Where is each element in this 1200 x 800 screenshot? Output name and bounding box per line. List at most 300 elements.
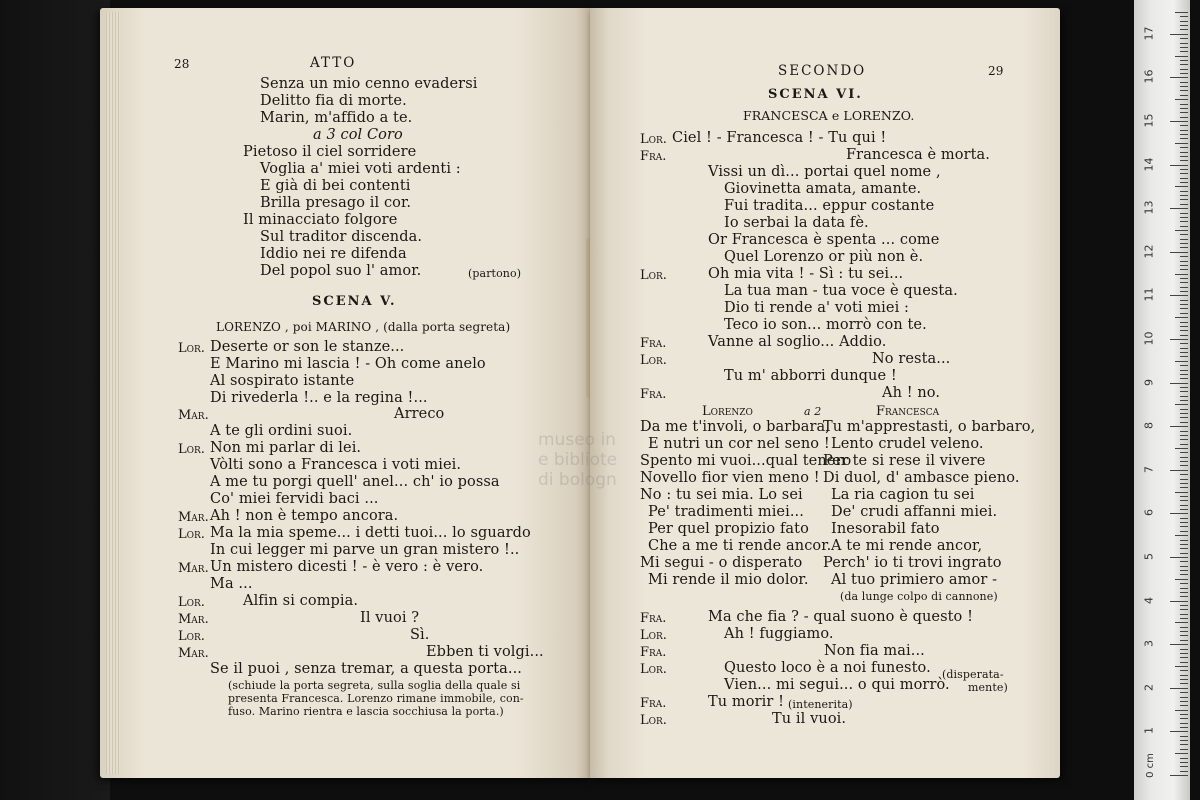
speaker-label: Lor. — [178, 442, 205, 457]
running-header-right: SECONDO — [778, 63, 867, 79]
ruler-tick — [1180, 112, 1188, 113]
ruler-tick — [1180, 282, 1188, 283]
dialogue-line: Questo loco è a noi funesto. — [724, 660, 931, 676]
ruler-tick — [1170, 688, 1188, 689]
ruler-number: 1 — [1142, 727, 1156, 735]
ruler-tick — [1175, 274, 1188, 275]
ruler-tick — [1180, 134, 1188, 135]
ruler-tick — [1180, 474, 1188, 475]
ruler-tick — [1180, 540, 1188, 541]
stage-direction-intenerita: (intenerita) — [788, 698, 853, 711]
stage-direction-disperatamente: mente) — [968, 681, 1008, 694]
ruler-tick — [1180, 213, 1188, 214]
ruler-tick — [1180, 749, 1188, 750]
ruler-number: 10 — [1142, 331, 1156, 346]
ruler-number: 14 — [1142, 157, 1156, 172]
duet-line: No : tu sei mia. Lo sei — [640, 487, 803, 503]
ruler-tick — [1180, 365, 1188, 366]
dialogue-line: Ma che fia ? - qual suono è questo ! — [708, 609, 974, 625]
ruler-tick — [1180, 313, 1188, 314]
ruler-tick — [1170, 165, 1188, 166]
dialogue-line: Io serbai la data fè. — [724, 215, 869, 231]
ruler-tick — [1175, 666, 1188, 667]
ruler-tick — [1180, 627, 1188, 628]
ruler-tick — [1180, 553, 1188, 554]
ruler-tick — [1170, 383, 1188, 384]
ruler-number: 2 — [1142, 683, 1156, 691]
duet-line: Perch' io ti trovi ingrato — [823, 555, 1002, 571]
duet-head-lorenzo: Lorenzo — [702, 404, 753, 419]
ruler-tick — [1175, 448, 1188, 449]
ruler-tick — [1180, 95, 1188, 96]
ruler-tick — [1170, 121, 1188, 122]
ruler-tick — [1180, 217, 1188, 218]
ruler-tick — [1180, 649, 1188, 650]
ruler-tick — [1180, 117, 1188, 118]
ruler-tick — [1180, 378, 1188, 379]
ruler-tick — [1180, 614, 1188, 615]
dialogue-line: Ma ... — [210, 576, 253, 592]
dialogue-line: Un mistero dicesti ! - è vero : è vero. — [210, 559, 484, 575]
speaker-label: Lor. — [178, 527, 205, 542]
verse-line: Marin, m'affido a te. — [260, 110, 413, 126]
ruler-tick — [1180, 452, 1188, 453]
speaker-label: Lor. — [640, 628, 667, 643]
ruler-tick — [1180, 736, 1188, 737]
ruler-tick — [1180, 160, 1188, 161]
ruler-tick — [1180, 38, 1188, 39]
ruler-number: 5 — [1142, 553, 1156, 560]
ruler-tick — [1180, 500, 1188, 501]
ruler-tick — [1180, 173, 1188, 174]
dialogue-line: Alfin si compia. — [243, 593, 359, 609]
ruler-tick — [1180, 526, 1188, 527]
ruler-tick — [1180, 675, 1188, 676]
dialogue-line: Co' miei fervidi baci ... — [210, 491, 379, 507]
stage-direction-line: fuso. Marino rientra e lascia socchiusa la porta.) — [228, 705, 504, 718]
ruler-tick — [1175, 361, 1188, 362]
ruler-tick — [1180, 417, 1188, 418]
verse-line: Senza un mio cenno evadersi — [260, 76, 478, 92]
ruler-tick — [1180, 631, 1188, 632]
ruler-tick — [1175, 186, 1188, 187]
ruler-tick — [1180, 243, 1188, 244]
ruler-tick — [1180, 221, 1188, 222]
ruler-tick — [1180, 73, 1188, 74]
speaker-label: Mar. — [178, 561, 209, 576]
ruler-tick — [1180, 43, 1188, 44]
dialogue-line: Deserte or son le stanze... — [210, 339, 405, 355]
ruler-tick — [1180, 618, 1188, 619]
ruler-tick — [1180, 771, 1188, 772]
dialogue-line: Tu il vuoi. — [772, 711, 847, 727]
ruler-tick — [1180, 409, 1188, 410]
watermark — [538, 430, 617, 490]
dialogue-line: Ah ! no. — [882, 385, 941, 401]
ruler-tick — [1180, 152, 1188, 153]
ruler-tick — [1180, 178, 1188, 179]
ruler-tick — [1170, 252, 1188, 253]
ruler-tick — [1180, 479, 1188, 480]
ruler-tick — [1180, 457, 1188, 458]
ruler-tick — [1180, 670, 1188, 671]
dialogue-line: No resta... — [872, 351, 951, 367]
speaker-label: Lor. — [640, 268, 667, 283]
ruler-tick — [1180, 531, 1188, 532]
ruler-tick — [1180, 435, 1188, 436]
dialogue-line: Vissi un dì... portai quel nome , — [708, 164, 941, 180]
ruler-number: 17 — [1142, 26, 1156, 41]
ruler-tick — [1180, 396, 1188, 397]
watermark-line: e bibliote — [538, 450, 618, 470]
dialogue-line: Oh mia vita ! - Sì : tu sei... — [708, 266, 904, 282]
ruler-tick — [1180, 82, 1188, 83]
verse-line: Brilla presago il cor. — [260, 195, 412, 211]
ruler-tick — [1180, 635, 1188, 636]
ruler-tick — [1170, 731, 1188, 732]
duet-line: Di duol, d' ambasce pieno. — [823, 470, 1020, 486]
background-left — [0, 0, 110, 800]
ruler-tick — [1180, 322, 1188, 323]
stage-direction-disperatamente: (disperata- — [942, 668, 1004, 681]
duet-line: Tu m'apprestasti, o barbaro, — [823, 419, 1036, 435]
duet-line: Per te si rese il vivere — [823, 453, 986, 469]
ruler-tick — [1180, 766, 1188, 767]
verse-line: Pietoso il ciel sorridere — [243, 144, 417, 160]
dialogue-line: La tua man - tua voce è questa. — [724, 283, 958, 299]
ruler-tick — [1180, 374, 1188, 375]
page-number-right: 29 — [988, 64, 1004, 78]
ruler-tick — [1180, 343, 1188, 344]
speaker-label: Lor. — [178, 595, 205, 610]
ruler-tick — [1180, 29, 1188, 30]
ruler-tick — [1180, 261, 1188, 262]
dialogue-line: Giovinetta amata, amante. — [724, 181, 922, 197]
ruler-number: 9 — [1142, 378, 1156, 386]
speaker-label: Fra. — [640, 336, 667, 351]
ruler-tick — [1180, 762, 1188, 763]
ruler-tick — [1175, 622, 1188, 623]
dialogue-line: Il vuoi ? — [360, 610, 420, 626]
ruler-tick — [1180, 326, 1188, 327]
ruler-tick — [1180, 234, 1188, 235]
ruler-tick — [1180, 640, 1188, 641]
duet-line: Da me t'involi, o barbara, — [640, 419, 830, 435]
ruler-tick — [1180, 25, 1188, 26]
dialogue-line: Ah ! fuggiamo. — [724, 626, 834, 642]
measuring-ruler — [1134, 0, 1190, 800]
ruler-tick — [1180, 247, 1188, 248]
verse-line: Voglia a' miei voti ardenti : — [260, 161, 461, 177]
ruler-tick — [1175, 404, 1188, 405]
dialogue-line: Vòlti sono a Francesca i voti miei. — [210, 457, 462, 473]
ruler-tick — [1175, 317, 1188, 318]
ruler-tick — [1180, 740, 1188, 741]
ruler-tick — [1180, 125, 1188, 126]
speaker-label: Lor. — [640, 132, 667, 147]
duet-line: A te mi rende ancor, — [831, 538, 983, 554]
ruler-tick — [1180, 269, 1188, 270]
ruler-tick — [1170, 77, 1188, 78]
ruler-tick — [1180, 727, 1188, 728]
ruler-tick — [1180, 548, 1188, 549]
dialogue-line: In cui legger mi parve un gran mistero !.. — [210, 542, 520, 558]
ruler-tick — [1180, 657, 1188, 658]
ruler-tick — [1180, 697, 1188, 698]
dialogue-line: A te gli ordini suoi. — [210, 423, 353, 439]
ruler-tick — [1180, 204, 1188, 205]
running-header-left: ATTO — [310, 55, 357, 71]
ruler-tick — [1180, 138, 1188, 139]
dialogue-line: Ebben ti volgi... — [426, 644, 544, 660]
ruler-tick — [1180, 439, 1188, 440]
ruler-tick — [1170, 513, 1188, 514]
ruler-tick — [1180, 300, 1188, 301]
ruler-tick — [1180, 483, 1188, 484]
ruler-tick — [1180, 465, 1188, 466]
ruler-number: 8 — [1142, 422, 1156, 430]
ruler-tick — [1180, 653, 1188, 654]
ruler-number: 13 — [1142, 200, 1156, 215]
ruler-tick — [1180, 431, 1188, 432]
stage-direction-line: presenta Francesca. Lorenzo rimane immobile, con- — [228, 692, 524, 705]
ruler-number: 12 — [1142, 244, 1156, 259]
ruler-tick — [1180, 226, 1188, 227]
ruler-unit: 0 cm — [1144, 753, 1156, 778]
speaker-label: Fra. — [640, 387, 667, 402]
dialogue-line: Or Francesca è spenta ... come — [708, 232, 940, 248]
ruler-tick — [1180, 413, 1188, 414]
ruler-tick — [1170, 601, 1188, 602]
ruler-tick — [1180, 574, 1188, 575]
dialogue-line: Dio ti rende a' voti miei : — [724, 300, 910, 316]
scene-heading: SCENA V. — [312, 294, 397, 309]
dialogue-line: Tu m' abborri dunque ! — [724, 368, 897, 384]
dialogue-line: Quel Lorenzo or più non è. — [724, 249, 924, 265]
duet-line: De' crudi affanni miei. — [831, 504, 998, 520]
page-edges — [106, 12, 120, 774]
speaker-label: Lor. — [640, 662, 667, 677]
dialogue-line: A me tu porgi quell' anel... ch' io possa — [210, 474, 500, 490]
ruler-tick — [1180, 400, 1188, 401]
scene-heading: SCENA VI. — [768, 87, 863, 102]
ruler-tick — [1180, 505, 1188, 506]
ruler-tick — [1180, 21, 1188, 22]
ruler-tick — [1175, 579, 1188, 580]
ruler-number: 16 — [1142, 69, 1156, 84]
ruler-tick — [1180, 544, 1188, 545]
ruler-tick — [1180, 330, 1188, 331]
dialogue-line: Di rivederla !.. e la regina !... — [210, 390, 428, 406]
duet-line: Che a me ti rende ancor. — [648, 538, 832, 554]
duet-line: E nutri un cor nel seno ! — [648, 436, 830, 452]
ruler-tick — [1180, 570, 1188, 571]
ruler-tick — [1180, 605, 1188, 606]
ruler-tick — [1180, 256, 1188, 257]
ruler-tick — [1180, 566, 1188, 567]
ruler-tick — [1170, 644, 1188, 645]
right-page — [590, 8, 1060, 778]
ruler-tick — [1180, 352, 1188, 353]
ruler-tick — [1180, 692, 1188, 693]
duet-line: Mi segui - o disperato — [640, 555, 803, 571]
ruler-tick — [1170, 34, 1188, 35]
ruler-number: 7 — [1142, 465, 1156, 473]
ruler-tick — [1180, 509, 1188, 510]
ruler-tick — [1180, 683, 1188, 684]
ruler-number: 4 — [1142, 596, 1156, 604]
ruler-tick — [1180, 16, 1188, 17]
speaker-label: Mar. — [178, 408, 209, 423]
verse-line: Sul traditor discenda. — [260, 229, 423, 245]
dialogue-line: Al sospirato istante — [210, 373, 355, 389]
ruler-tick — [1180, 714, 1188, 715]
ruler-tick — [1180, 391, 1188, 392]
ruler-tick — [1170, 295, 1188, 296]
dialogue-line: Ciel ! - Francesca ! - Tu qui ! — [672, 130, 887, 146]
ruler-tick — [1180, 291, 1188, 292]
dialogue-line: Se il puoi , senza tremar, a questa porta... — [210, 661, 522, 677]
ruler-tick — [1180, 169, 1188, 170]
dialogue-line: E Marino mi lascia ! - Oh come anelo — [210, 356, 486, 372]
ruler-tick — [1180, 265, 1188, 266]
ruler-tick — [1180, 609, 1188, 610]
ruler-tick — [1180, 518, 1188, 519]
ruler-tick — [1180, 130, 1188, 131]
dialogue-line: Sì. — [410, 627, 430, 643]
ruler-tick — [1180, 86, 1188, 87]
scene-characters: FRANCESCA e LORENZO. — [743, 108, 915, 123]
ruler-tick — [1170, 426, 1188, 427]
dialogue-line: Non mi parlar di lei. — [210, 440, 362, 456]
ruler-tick — [1180, 461, 1188, 462]
watermark-line: di bologn — [538, 470, 617, 490]
ruler-number: 3 — [1142, 640, 1156, 648]
ruler-tick — [1180, 147, 1188, 148]
ruler-tick — [1180, 191, 1188, 192]
ruler-tick — [1180, 308, 1188, 309]
speaker-label: Fra. — [640, 149, 667, 164]
ruler-tick — [1170, 339, 1188, 340]
ruler-tick — [1180, 182, 1188, 183]
speaker-label: Fra. — [640, 611, 667, 626]
duet-line: Mi rende il mio dolor. — [648, 572, 809, 588]
ruler-tick — [1180, 356, 1188, 357]
dialogue-line: Vien... mi segui... o qui morrò. — [724, 677, 950, 693]
ruler-tick — [1180, 370, 1188, 371]
ruler-tick — [1180, 64, 1188, 65]
page-number-left: 28 — [174, 57, 190, 71]
ruler-tick — [1170, 775, 1188, 776]
ruler-number: 11 — [1142, 287, 1156, 302]
verse-line: Iddio nei re difenda — [260, 246, 407, 262]
duet-line: Spento mi vuoi...qual tenero — [640, 453, 852, 469]
stage-direction-line: (schiude la porta segreta, sulla soglia della quale si — [228, 679, 521, 692]
dialogue-line: Non fia mai... — [824, 643, 925, 659]
verse-line: Il minacciato folgore — [243, 212, 398, 228]
ruler-tick — [1180, 705, 1188, 706]
ruler-tick — [1175, 492, 1188, 493]
ruler-tick — [1180, 522, 1188, 523]
ruler-tick — [1180, 108, 1188, 109]
speaker-label: Mar. — [178, 646, 209, 661]
duet-line: Novello fior vien meno ! — [640, 470, 820, 486]
left-page — [100, 8, 590, 778]
dialogue-line: Ma la mia speme... i detti tuoi... lo sguardo — [210, 525, 531, 541]
ruler-tick — [1180, 69, 1188, 70]
ruler-tick — [1175, 143, 1188, 144]
ruler-tick — [1180, 387, 1188, 388]
ruler-number: 15 — [1142, 113, 1156, 128]
ruler-tick — [1180, 278, 1188, 279]
ruler-tick — [1180, 592, 1188, 593]
ruler-tick — [1175, 535, 1188, 536]
verse-line: Del popol suo l' amor. — [260, 263, 422, 279]
ruler-tick — [1180, 60, 1188, 61]
verse-line: E già di bei contenti — [260, 178, 411, 194]
ruler-tick — [1180, 758, 1188, 759]
ruler-tick — [1175, 230, 1188, 231]
ruler-tick — [1180, 104, 1188, 105]
ruler-tick — [1180, 444, 1188, 445]
ruler-tick — [1180, 239, 1188, 240]
ruler-tick — [1180, 487, 1188, 488]
duet-line: Pe' tradimenti miei... — [648, 504, 804, 520]
duet-head-a2: a 2 — [804, 405, 822, 418]
ruler-tick — [1180, 195, 1188, 196]
duet-line: Per quel propizio fato — [648, 521, 809, 537]
dialogue-line: Teco io son... morrò con te. — [724, 317, 927, 333]
stage-direction-cannon: (da lunge colpo di cannone) — [840, 590, 998, 603]
ruler-tick — [1180, 583, 1188, 584]
speaker-label: Mar. — [178, 510, 209, 525]
ruler-tick — [1180, 679, 1188, 680]
speaker-label: Fra. — [640, 645, 667, 660]
scene-characters: LORENZO , poi MARINO , (dalla porta segreta) — [216, 320, 511, 334]
ruler-tick — [1180, 156, 1188, 157]
duet-line: Lento crudel veleno. — [831, 436, 984, 452]
ruler-tick — [1180, 348, 1188, 349]
ruler-tick — [1180, 199, 1188, 200]
ruler-tick — [1180, 596, 1188, 597]
speaker-label: Fra. — [640, 696, 667, 711]
ruler-tick — [1180, 90, 1188, 91]
ruler-tick — [1180, 496, 1188, 497]
ruler-tick — [1175, 12, 1188, 13]
dialogue-line: Fui tradita... eppur costante — [724, 198, 935, 214]
ruler-tick — [1170, 208, 1188, 209]
ruler-tick — [1180, 51, 1188, 52]
dialogue-line: Francesca è morta. — [846, 147, 990, 163]
ruler-tick — [1175, 753, 1188, 754]
verse-line: Delitto fia di morte. — [260, 93, 407, 109]
speaker-label: Lor. — [178, 341, 205, 356]
dialogue-line: Ah ! non è tempo ancora. — [210, 508, 399, 524]
ruler-tick — [1180, 287, 1188, 288]
ruler-tick — [1180, 588, 1188, 589]
ruler-tick — [1180, 701, 1188, 702]
ruler-tick — [1180, 723, 1188, 724]
ruler-number: 6 — [1142, 509, 1156, 517]
ruler-tick — [1170, 557, 1188, 558]
duet-line: Inesorabil fato — [831, 521, 940, 537]
dialogue-line: Arreco — [394, 406, 445, 422]
ruler-tick — [1180, 718, 1188, 719]
ruler-tick — [1175, 710, 1188, 711]
speaker-label: Lor. — [640, 713, 667, 728]
open-book — [100, 8, 1062, 786]
ruler-tick — [1180, 47, 1188, 48]
